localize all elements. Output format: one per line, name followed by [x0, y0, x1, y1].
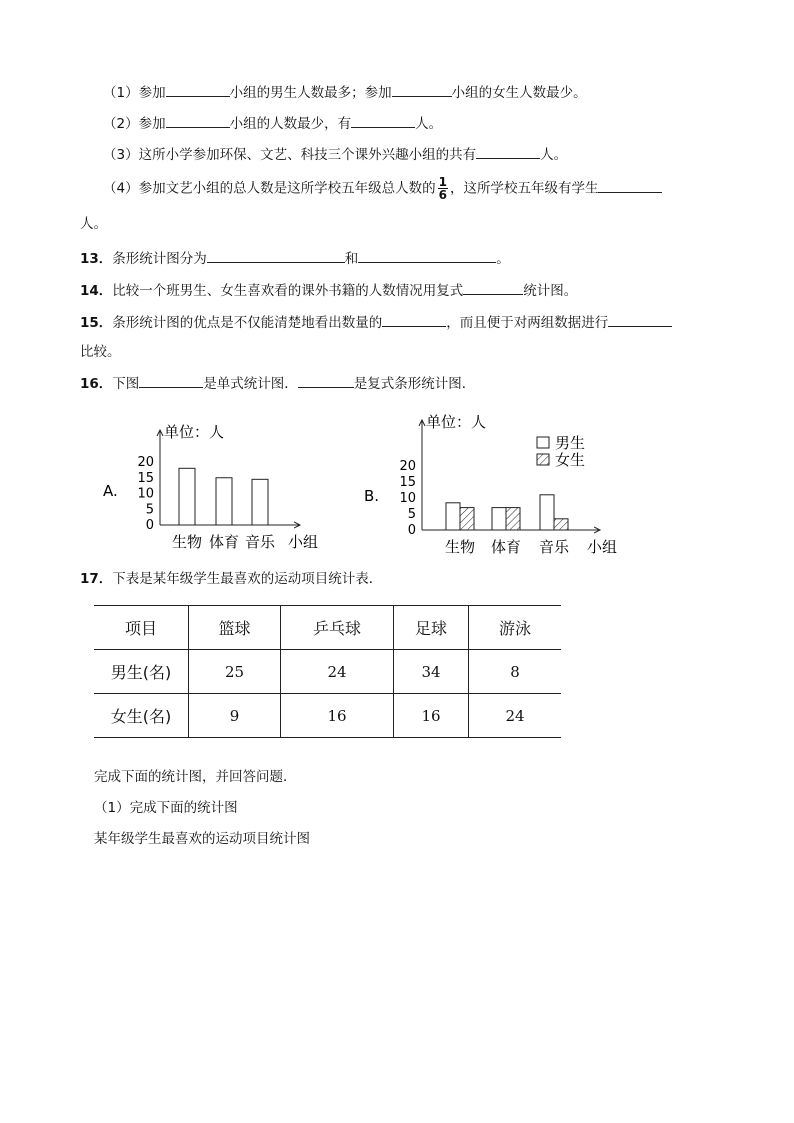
- q17-sub1: （1）完成下面的统计图: [94, 800, 238, 816]
- q12-part4: （4）参加文艺小组的总人数是这所学校五年级总人数的 $\frac{1}{6}$ ，这所学校五年级有学生: [103, 176, 662, 201]
- y-tick-label: 0: [145, 518, 154, 533]
- x-axis-label: 小组: [288, 533, 319, 551]
- chart-label: A.: [103, 482, 118, 500]
- table-cell: 16: [281, 694, 394, 738]
- q12-part2: （2）参加 小组的人数最少，有 人。: [103, 113, 442, 134]
- legend-swatch: [537, 437, 549, 448]
- table-cell: 16: [394, 694, 469, 738]
- table-cell: 男生(名): [94, 650, 189, 694]
- x-tick-label: 音乐: [538, 538, 570, 556]
- y-tick-label: 10: [399, 491, 416, 506]
- q12-part3: （3）这所小学参加环保、文艺、科技三个课外兴趣小组的共有 人。: [103, 144, 567, 165]
- y-tick-label: 20: [137, 455, 154, 470]
- table-header-row: [94, 606, 561, 650]
- x-tick-label: 体育: [208, 533, 240, 551]
- q16: 16．下图 是单式统计图． 是复式条形统计图．: [80, 373, 475, 394]
- bar-girls: [506, 508, 520, 530]
- answer-blank[interactable]: [351, 113, 415, 128]
- x-tick-label: 生物: [444, 538, 476, 556]
- x-tick-label: 体育: [490, 538, 522, 556]
- answer-blank[interactable]: [382, 312, 446, 327]
- bar: [179, 468, 195, 525]
- sports-table: [94, 605, 561, 738]
- answer-blank[interactable]: [598, 178, 662, 193]
- table-header-cell: 足球: [394, 606, 469, 650]
- q16-charts: [0, 410, 794, 580]
- table-cell: 女生(名): [94, 694, 189, 738]
- table-header-cell: 篮球: [189, 606, 281, 650]
- legend-swatch: [537, 454, 549, 465]
- q15-tail: 比较。: [80, 344, 121, 360]
- answer-blank[interactable]: [392, 82, 452, 97]
- y-tick-label: 10: [137, 486, 154, 502]
- y-tick-label: 5: [145, 502, 154, 518]
- x-tick-label: 音乐: [244, 533, 276, 551]
- y-tick-label: 5: [407, 507, 416, 522]
- q17-task: 完成下面的统计图，并回答问题．: [94, 769, 297, 785]
- table-cell: 24: [469, 694, 562, 738]
- table-header-cell: 游泳: [469, 606, 562, 650]
- answer-blank[interactable]: [463, 280, 523, 295]
- table-cell: 34: [394, 650, 469, 694]
- table-header-cell: 乒乓球: [281, 606, 394, 650]
- fraction-one-sixth: $\frac{1}{6}$: [438, 175, 447, 202]
- bar-girls: [554, 519, 568, 530]
- table-cell: 8: [469, 650, 562, 694]
- table-row: [94, 694, 561, 738]
- y-tick-label: 15: [399, 475, 416, 490]
- q17-chart-title: 某年级学生最喜欢的运动项目统计图: [94, 831, 310, 847]
- bar-boys: [446, 503, 460, 530]
- x-axis-label: 小组: [587, 538, 618, 556]
- q14: 14．比较一个班男生、女生喜欢看的课外书籍的人数情况用复式 统计图。: [80, 280, 577, 301]
- answer-blank[interactable]: [207, 248, 345, 263]
- q17-intro: 17．下表是某年级学生最喜欢的运动项目统计表．: [80, 571, 383, 587]
- table-row: [94, 650, 561, 694]
- table-cell: 9: [189, 694, 281, 738]
- chart-label: B.: [364, 487, 380, 505]
- bar: [252, 479, 268, 525]
- legend-label: 男生: [555, 434, 586, 452]
- bar-boys: [492, 508, 506, 530]
- y-tick-label: 20: [399, 459, 416, 474]
- bar-boys: [540, 495, 554, 530]
- q13: 13．条形统计图分为 和 。: [80, 248, 510, 269]
- y-axis-unit-label: 单位：人: [426, 413, 487, 431]
- answer-blank[interactable]: [166, 113, 230, 128]
- q15: 15．条形统计图的优点是不仅能清楚地看出数量的 ，而且便于对两组数据进行: [80, 312, 672, 333]
- legend-label: 女生: [555, 451, 586, 469]
- answer-blank[interactable]: [476, 144, 540, 159]
- answer-blank[interactable]: [139, 373, 203, 388]
- q12-part4-tail: 人。: [80, 216, 107, 232]
- y-axis-unit-label: 单位：人: [164, 423, 225, 441]
- bar: [216, 478, 232, 525]
- q12-part1: （1）参加 小组的男生人数最多；参加 小组的女生人数最少。: [103, 82, 587, 103]
- table-header-cell: 项目: [94, 606, 189, 650]
- answer-blank[interactable]: [298, 373, 354, 388]
- answer-blank[interactable]: [166, 82, 230, 97]
- x-tick-label: 生物: [171, 533, 203, 551]
- table-cell: 24: [281, 650, 394, 694]
- answer-blank[interactable]: [358, 248, 496, 263]
- table-cell: 25: [189, 650, 281, 694]
- bar-girls: [460, 508, 474, 530]
- y-tick-label: 0: [407, 523, 416, 538]
- y-tick-label: 15: [137, 470, 154, 486]
- answer-blank[interactable]: [608, 312, 672, 327]
